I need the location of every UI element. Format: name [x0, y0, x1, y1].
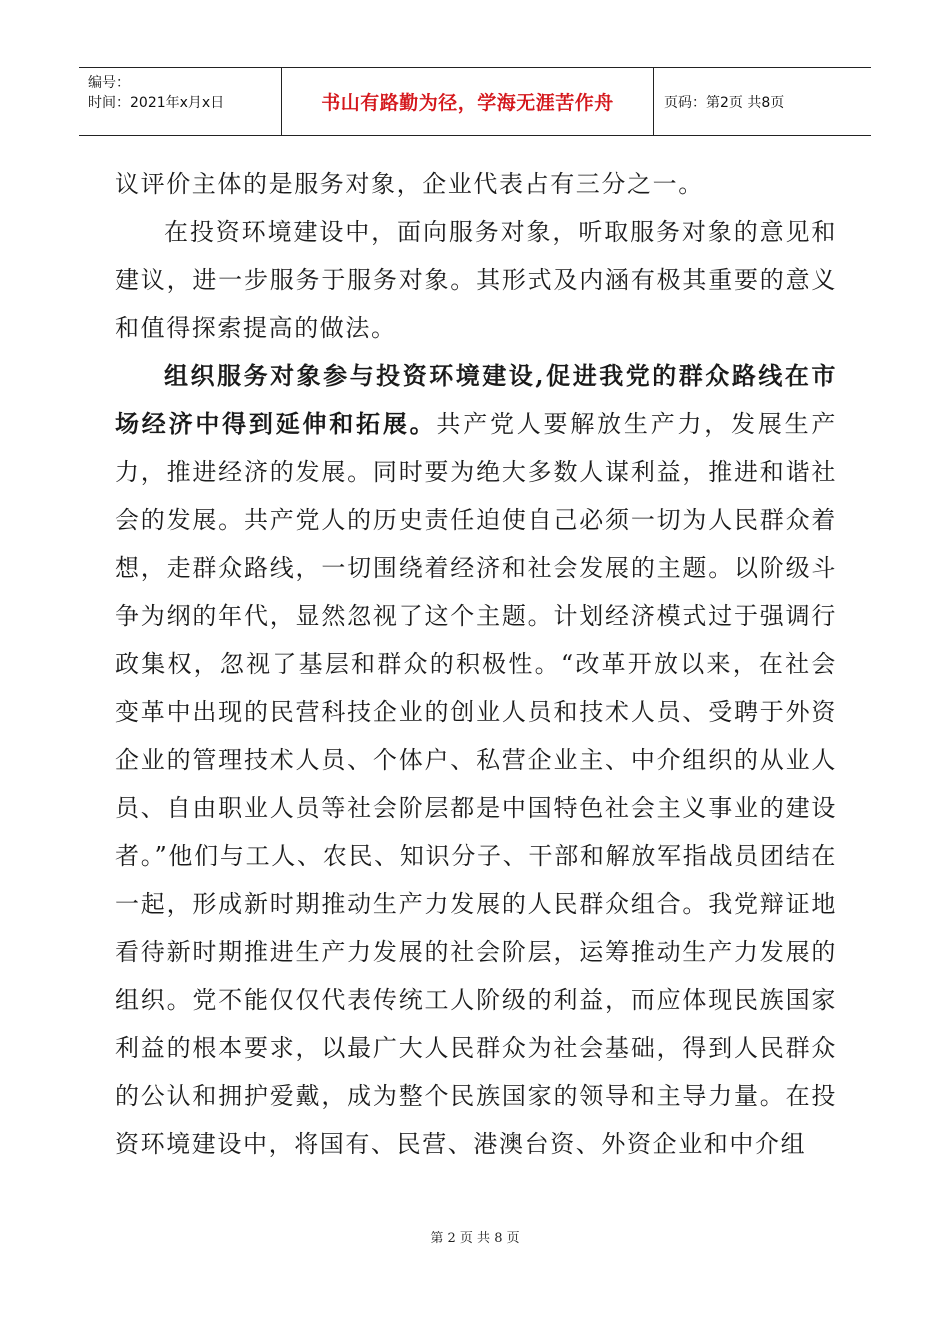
paragraph-3-body: 共产党人要解放生产力，发展生产力，推进经济的发展。同时要为绝大多数人谋利益，推进和谐社会的发展。共产党人的历史责任迫使自己必须一切为人民群众着想，走群众路线，一切围绕着经济和社会发展的主题。以阶级斗争为纲的年代，显然忽视了这个主题。计划经济模式过于强调行政集权，忽视了基层和群众的积极性。“改革开放以来，在社会变革中出现的民营科技企业的创业人员和技术人员、受聘于外资企业的管理技术人员、个体户、私营企业主、中介组织的从业人员、自由职业人员等社会阶层都是中国特色社会主义事业的建设者。”他们与工人、农民、知识分子、干部和解放军指战员团结在一起，形成新时期推动生产力发展的人民群众组合。我党辩证地看待新时期推进生产力发展的社会阶层，运筹推动生产力发展的组织。党不能仅仅代表传统工人阶级的利益，而应体现民族国家利益的根本要求，以最广大人民群众为社会基础，得到人民群众的公认和拥护爱戴，成为整个民族国家的领导和主导力量。在投资环境建设中，将国有、民营、港澳台资、外资企业和中介组: [115, 410, 838, 1158]
page-footer: 第 2 页 共 8 页: [430, 1231, 520, 1246]
paragraph-3: [115, 352, 837, 1168]
paragraph-3-heading: 组织服务对象参与投资环境建设,促进我党的群众路线在市场经济中得到延伸和拓展。: [115, 361, 837, 438]
header-motto: 书山有路勤为径，学海无涯苦作舟: [282, 68, 654, 135]
document-body: [115, 160, 837, 1168]
date-label: 时间：2021年x月x日: [88, 95, 225, 111]
paragraph-1: 议评价主体的是服务对象，企业代表占有三分之一。: [115, 170, 704, 198]
header-meta: [79, 68, 282, 135]
header-page-info: 页码：第2页 共8页: [664, 94, 785, 111]
serial-number-label: 编号：: [88, 75, 130, 91]
paragraph-2: 在投资环境建设中，面向服务对象，听取服务对象的意见和建议，进一步服务于服务对象。其形式及内涵有极其重要的意义和值得探索提高的做法。: [115, 218, 837, 342]
document-header: [79, 67, 871, 136]
